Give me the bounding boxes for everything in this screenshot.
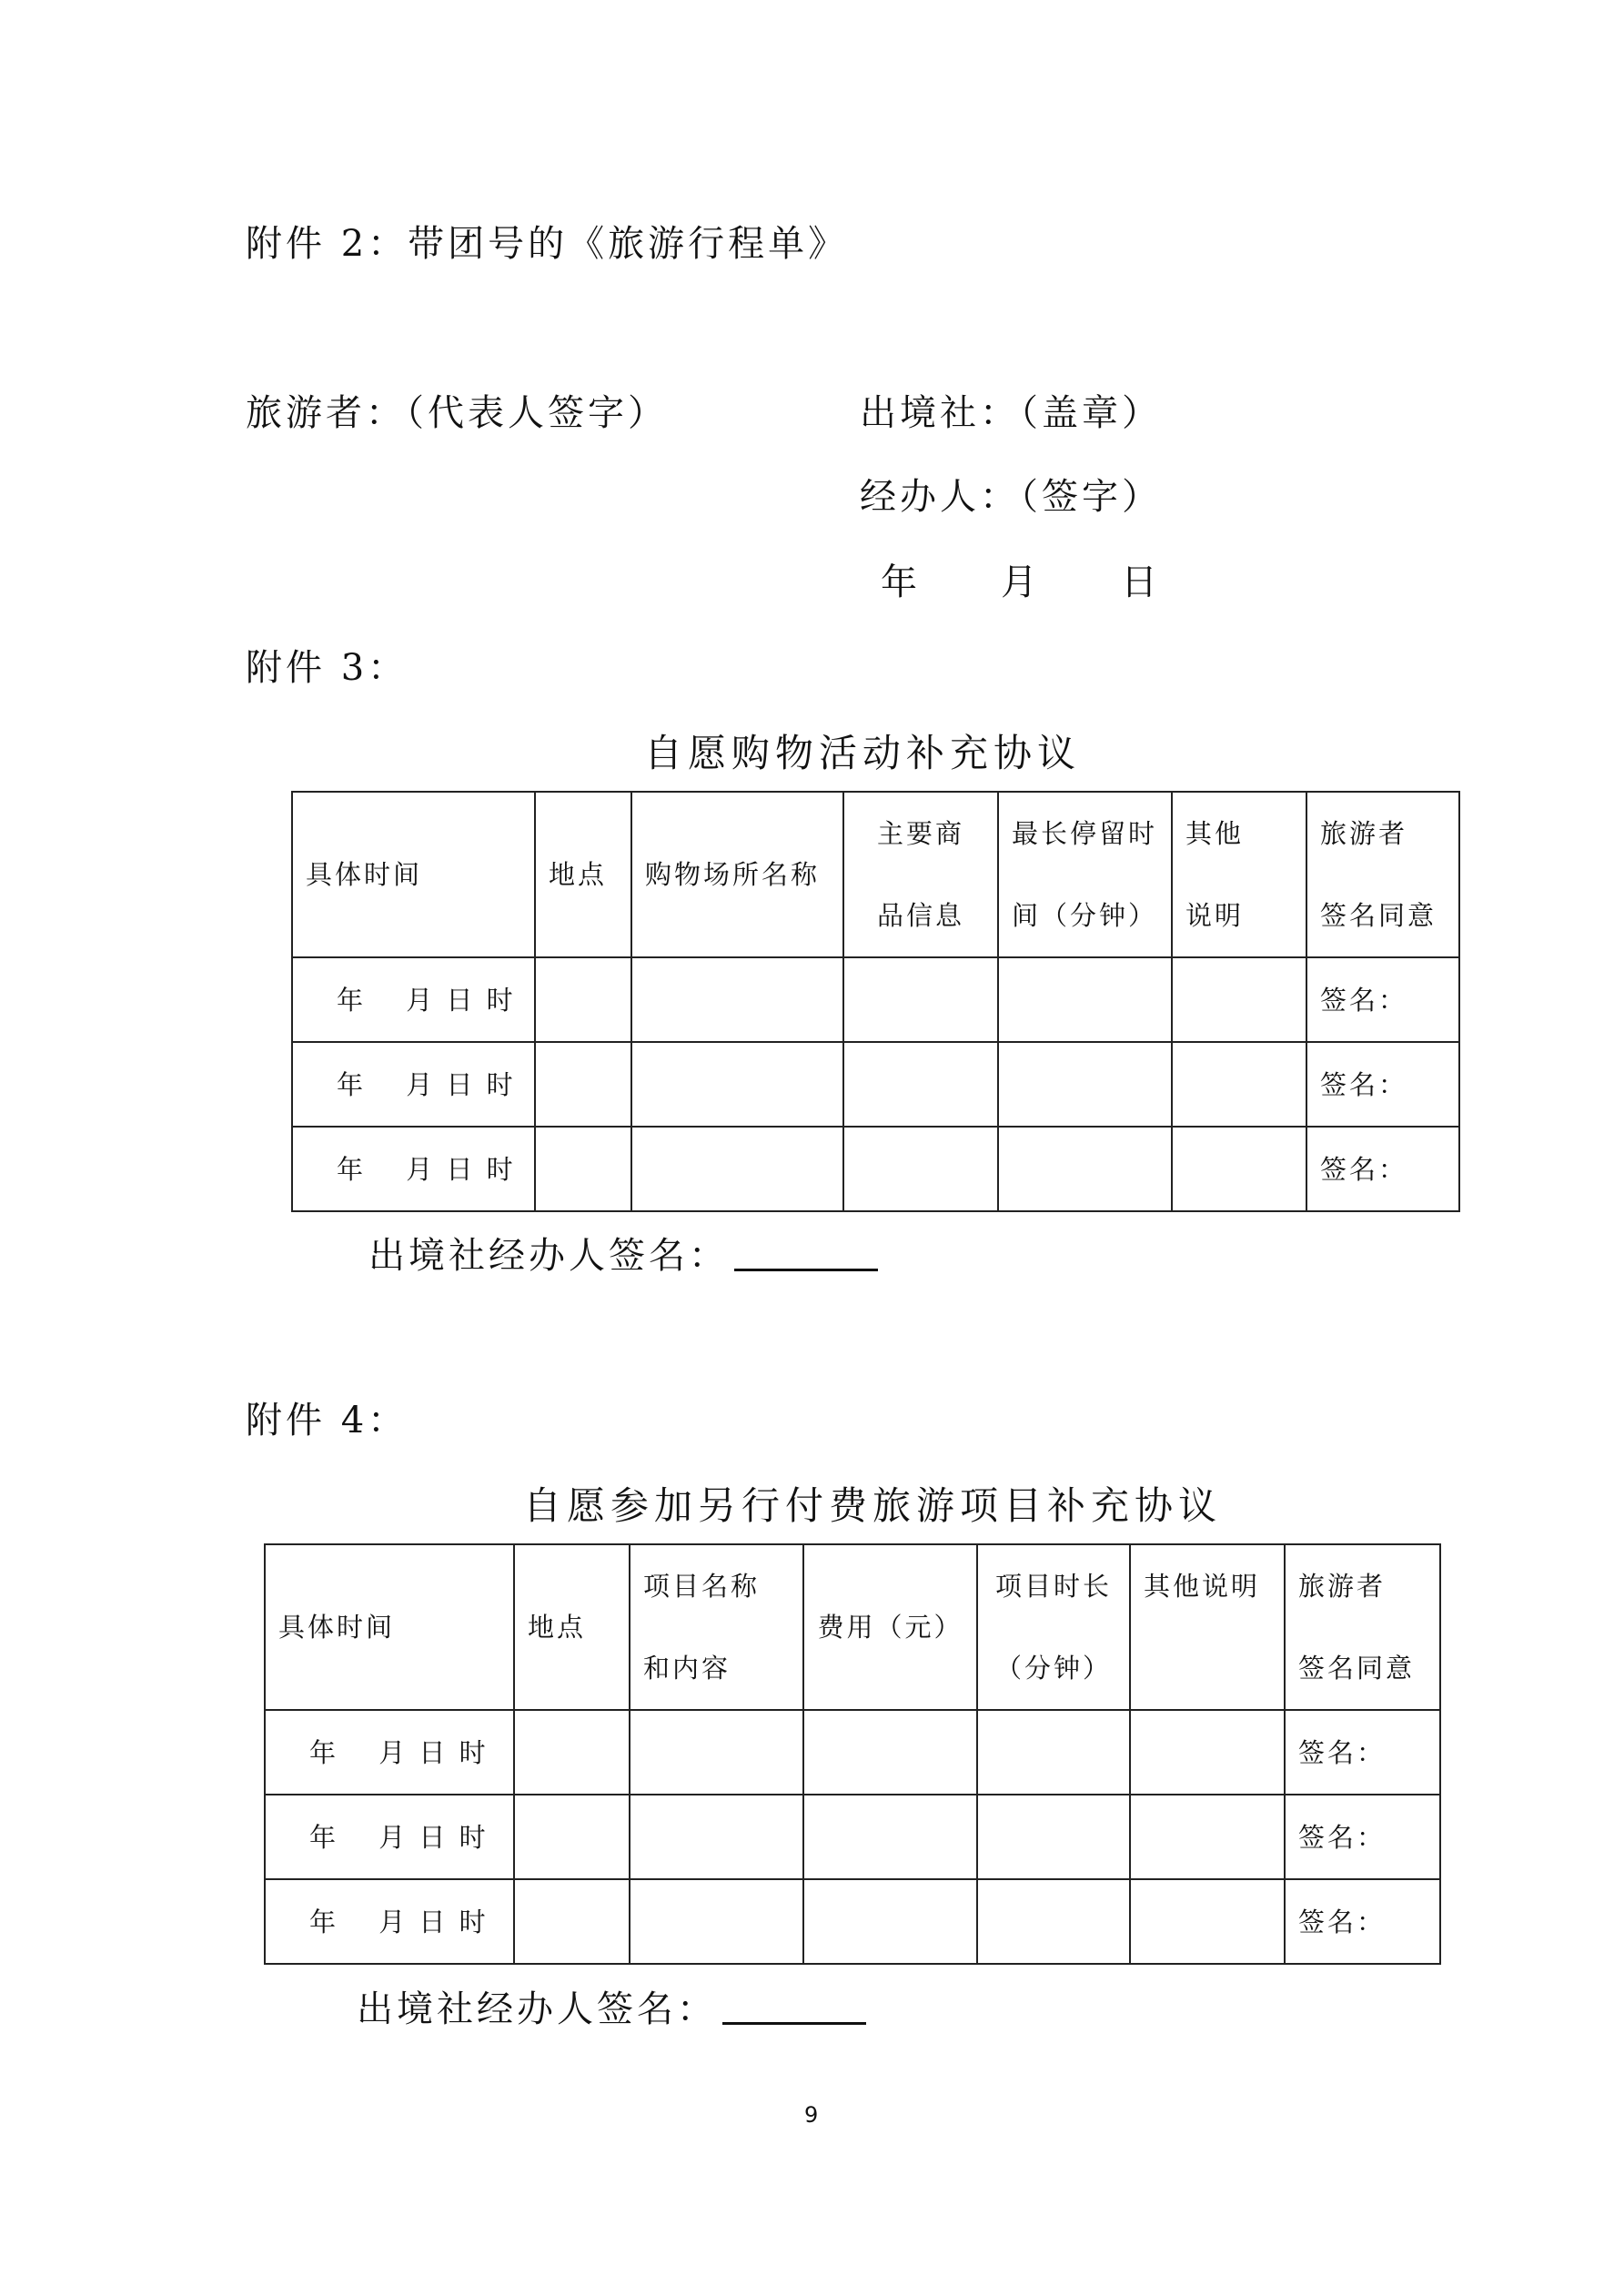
header-other-notes: 其他 说明: [1172, 792, 1306, 957]
table-row: [265, 1795, 1440, 1879]
table-row: [292, 957, 1459, 1042]
row-notes-cell[interactable]: [1130, 1710, 1285, 1795]
row-shop-cell[interactable]: [631, 1042, 843, 1127]
traveler-signature-label: 旅游者：（代表人签字）: [246, 392, 668, 434]
paid-activity-agreement-table: [264, 1543, 1441, 1965]
row-time-cell[interactable]: 年 月 日 时: [292, 1127, 535, 1211]
row-duration-cell[interactable]: [977, 1710, 1130, 1795]
row-goods-cell[interactable]: [843, 1042, 998, 1127]
row-item-cell[interactable]: [630, 1710, 803, 1795]
row-notes-cell[interactable]: [1172, 1042, 1306, 1127]
signature-date: 年 月 日: [881, 561, 1161, 603]
row-shop-cell[interactable]: [631, 1127, 843, 1211]
header-time: 具体时间: [265, 1544, 514, 1710]
header-shop-name: 购物场所名称: [631, 792, 843, 957]
row-item-cell[interactable]: [630, 1795, 803, 1879]
table-row: [265, 1879, 1440, 1964]
agency-handler-signature-label: 出境社经办人签名：: [368, 1235, 729, 1277]
row-sign-cell[interactable]: 签名：: [1285, 1795, 1440, 1879]
row-time-cell[interactable]: 年 月 日 时: [265, 1795, 514, 1879]
attachment3-footer: [368, 1227, 878, 1279]
header-max-stay: 最长停留时 间（分钟）: [998, 792, 1172, 957]
table-row: [292, 1127, 1459, 1211]
row-stay-cell[interactable]: [998, 1127, 1172, 1211]
row-notes-cell[interactable]: [1130, 1795, 1285, 1879]
agency-handler-signature-label: 出境社经办人签名：: [357, 1988, 717, 2030]
header-time: 具体时间: [292, 792, 535, 957]
row-time-cell[interactable]: 年 月 日 时: [265, 1710, 514, 1795]
row-sign-cell[interactable]: 签名：: [1306, 1042, 1459, 1127]
header-fee: 费用（元）: [803, 1544, 977, 1710]
agency-seal-label: 出境社：（盖章）: [860, 392, 1162, 434]
header-item-name: 项目名称 和内容: [630, 1544, 803, 1710]
row-notes-cell[interactable]: [1172, 957, 1306, 1042]
row-sign-cell[interactable]: 签名：: [1306, 1127, 1459, 1211]
row-sign-cell[interactable]: 签名：: [1285, 1879, 1440, 1964]
header-goods-info: 主要商 品信息: [843, 792, 998, 957]
row-location-cell[interactable]: [514, 1710, 630, 1795]
attachment4-title: 自愿参加另行付费旅游项目补充协议: [523, 1483, 1223, 1528]
signature-blank-line[interactable]: [734, 1238, 878, 1271]
row-shop-cell[interactable]: [631, 957, 843, 1042]
row-location-cell[interactable]: [535, 957, 631, 1042]
row-sign-cell[interactable]: 签名：: [1285, 1710, 1440, 1795]
row-fee-cell[interactable]: [803, 1879, 977, 1964]
row-goods-cell[interactable]: [843, 957, 998, 1042]
header-location: 地点: [535, 792, 631, 957]
handler-signature-label: 经办人：（签字）: [860, 476, 1162, 518]
page-number: 9: [804, 2102, 819, 2128]
table-row: [265, 1710, 1440, 1795]
row-duration-cell[interactable]: [977, 1879, 1130, 1964]
row-time-cell[interactable]: 年 月 日 时: [292, 1042, 535, 1127]
row-notes-cell[interactable]: [1172, 1127, 1306, 1211]
row-goods-cell[interactable]: [843, 1127, 998, 1211]
row-duration-cell[interactable]: [977, 1795, 1130, 1879]
row-location-cell[interactable]: [514, 1795, 630, 1879]
row-stay-cell[interactable]: [998, 1042, 1172, 1127]
attachment3-title: 自愿购物活动补充协议: [644, 731, 1082, 775]
row-fee-cell[interactable]: [803, 1710, 977, 1795]
attachment4-heading: 附件 4：: [246, 1400, 409, 1441]
header-location: 地点: [514, 1544, 630, 1710]
table-header-row: [265, 1544, 1440, 1710]
row-time-cell[interactable]: 年 月 日 时: [292, 957, 535, 1042]
header-traveler-consent: 旅游者 签名同意: [1306, 792, 1459, 957]
attachment2-heading: 附件 2：带团号的《旅游行程单》: [246, 223, 849, 265]
header-other-notes: 其他说明: [1130, 1544, 1285, 1710]
row-notes-cell[interactable]: [1130, 1879, 1285, 1964]
row-location-cell[interactable]: [514, 1879, 630, 1964]
row-location-cell[interactable]: [535, 1127, 631, 1211]
header-traveler-consent: 旅游者 签名同意: [1285, 1544, 1440, 1710]
row-time-cell[interactable]: 年 月 日 时: [265, 1879, 514, 1964]
row-sign-cell[interactable]: 签名：: [1306, 957, 1459, 1042]
attachment4-footer: [357, 1980, 866, 2032]
attachment3-heading: 附件 3：: [246, 647, 409, 689]
row-item-cell[interactable]: [630, 1879, 803, 1964]
row-stay-cell[interactable]: [998, 957, 1172, 1042]
header-duration: 项目时长 （分钟）: [977, 1544, 1130, 1710]
row-location-cell[interactable]: [535, 1042, 631, 1127]
table-row: [292, 1042, 1459, 1127]
signature-blank-line[interactable]: [722, 1991, 866, 2025]
shopping-agreement-table: [291, 791, 1460, 1212]
table-header-row: [292, 792, 1459, 957]
row-fee-cell[interactable]: [803, 1795, 977, 1879]
